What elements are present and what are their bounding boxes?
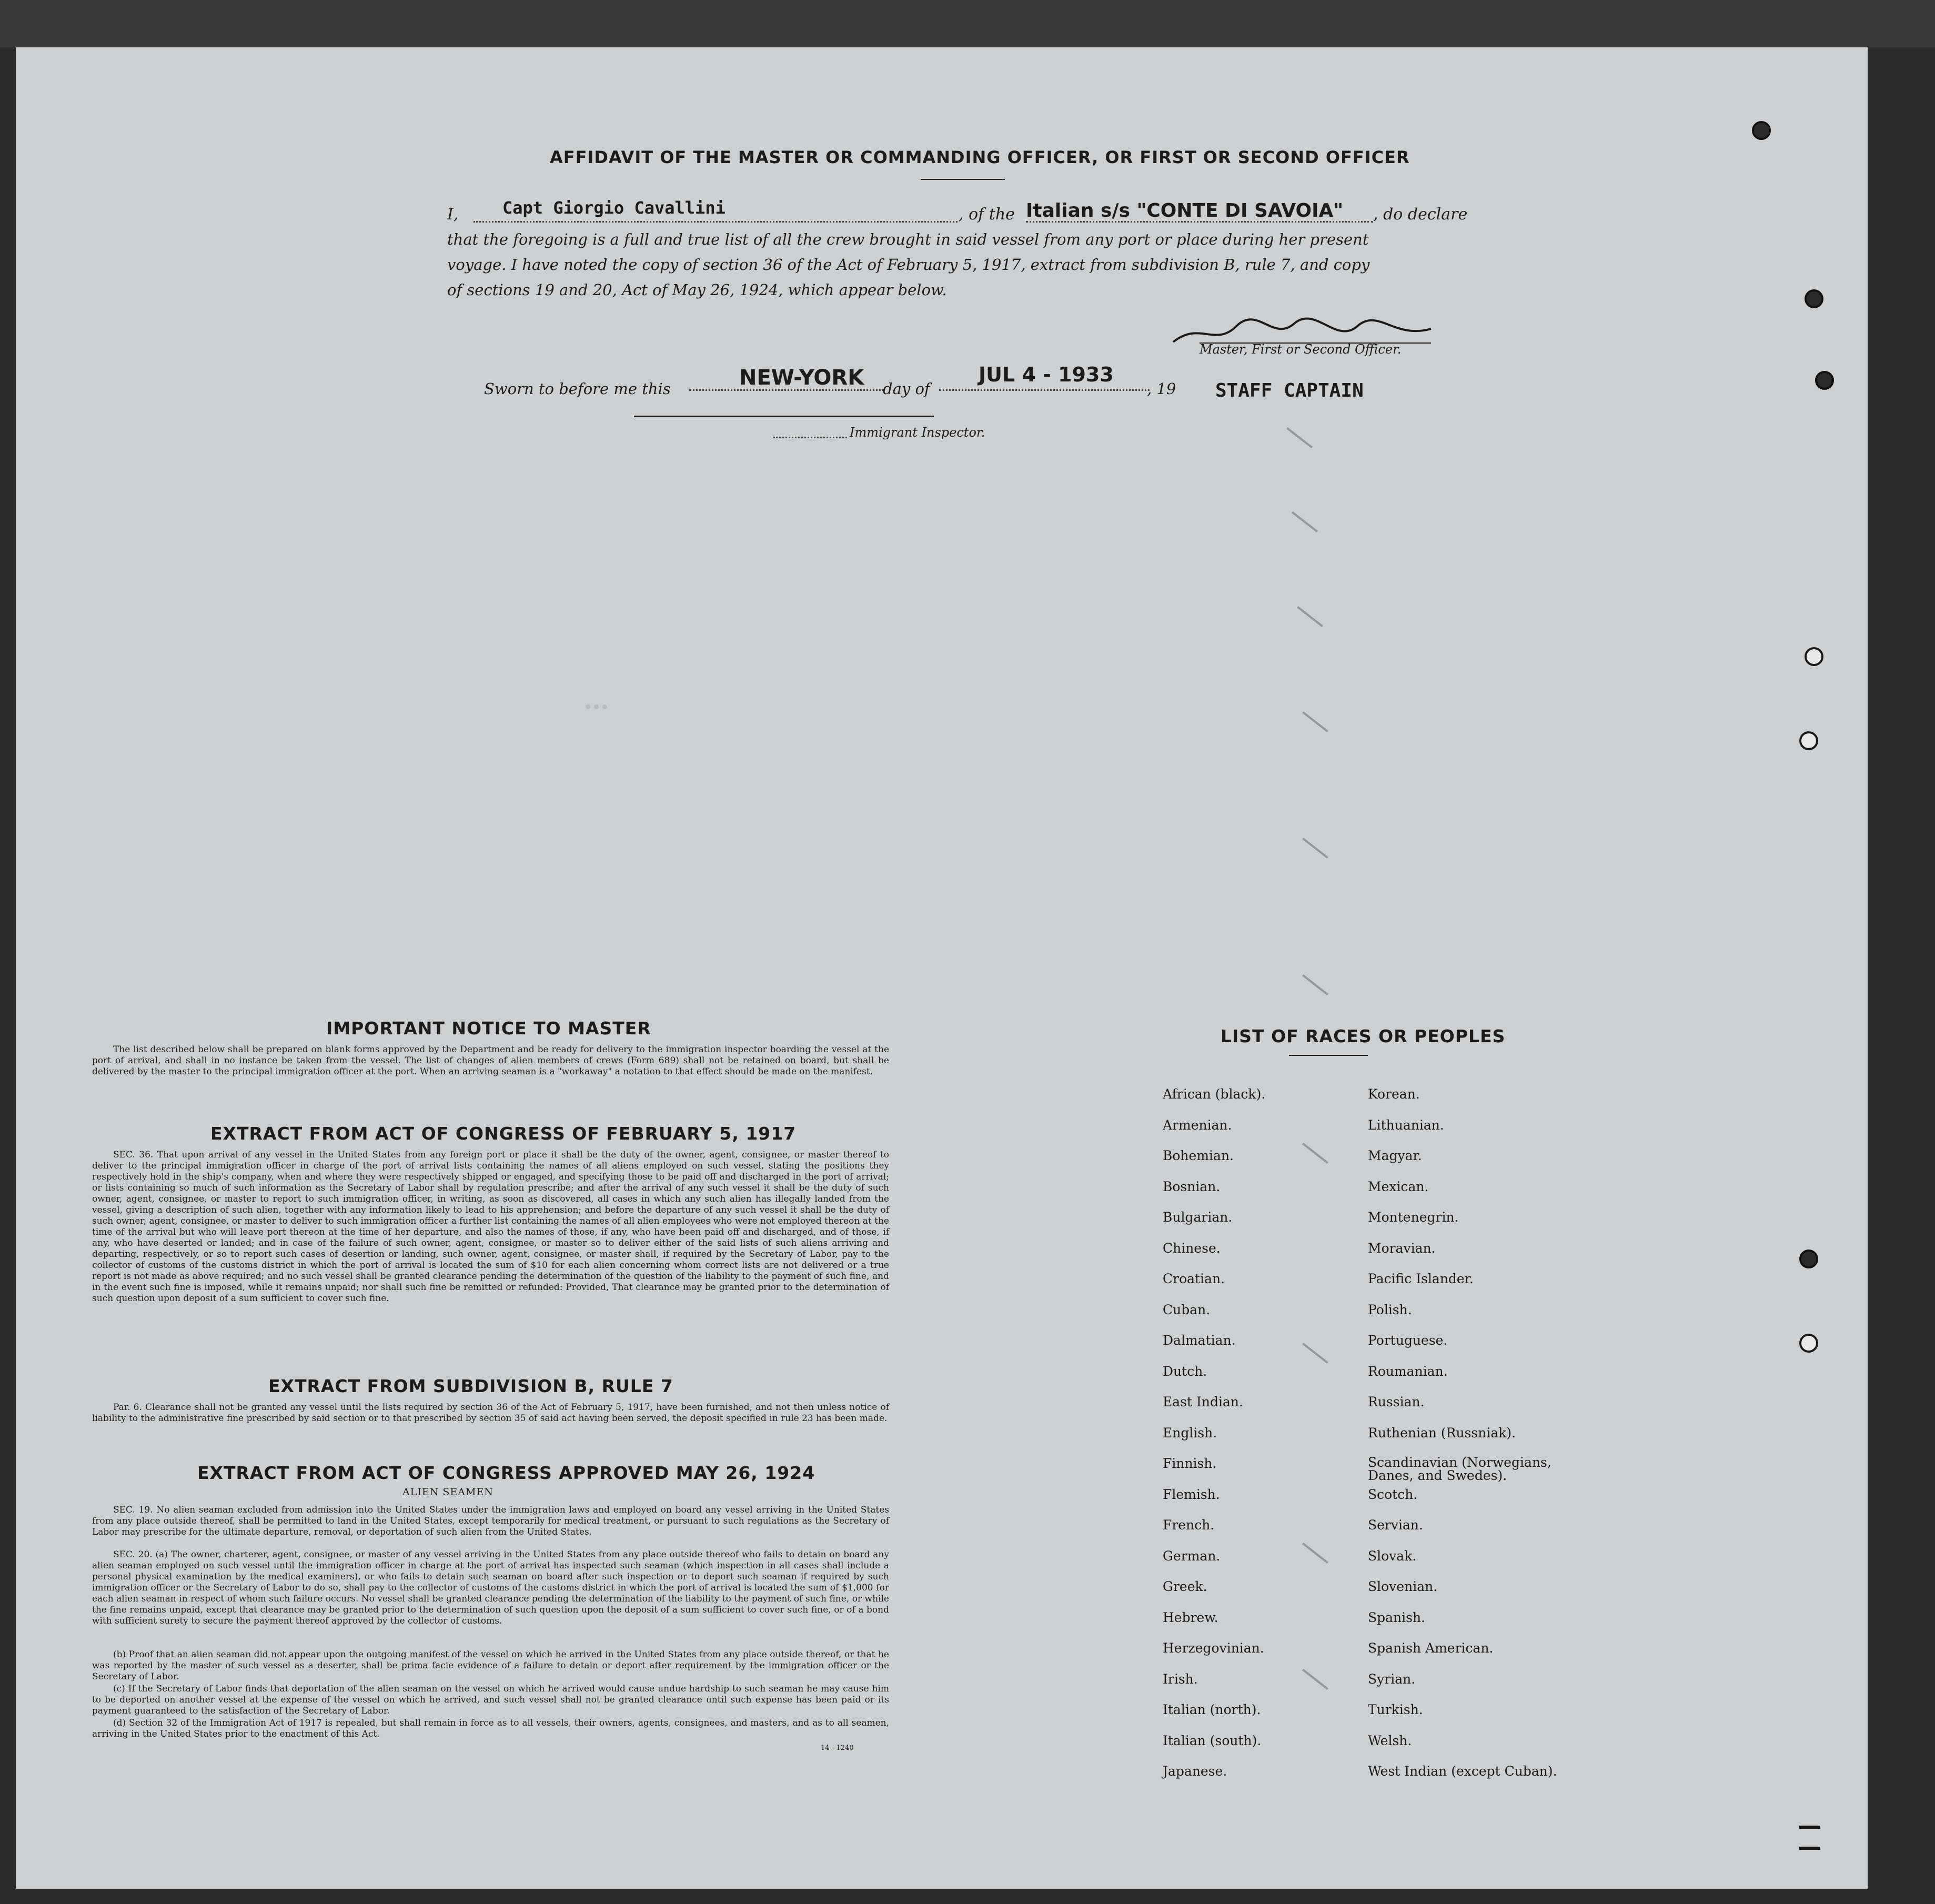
- heading-rule: [921, 179, 1005, 180]
- race-list-item: Armenian.: [1163, 1117, 1232, 1133]
- staff-captain-stamp: STAFF CAPTAIN: [1215, 380, 1364, 401]
- notice-heading: IMPORTANT NOTICE TO MASTER: [326, 1018, 651, 1039]
- race-list-item: Italian (north).: [1163, 1702, 1261, 1717]
- race-list-item: Bohemian.: [1163, 1148, 1234, 1163]
- tick-mark-artifact: [1297, 606, 1323, 627]
- affidavit-heading: AFFIDAVIT OF THE MASTER OR COMMANDING OFFICER, OR FIRST OR SECOND OFFICER: [550, 147, 1410, 167]
- race-list-item: Irish.: [1163, 1671, 1198, 1687]
- race-list-item: Hebrew.: [1163, 1609, 1218, 1625]
- binder-hole-icon: [1799, 1334, 1818, 1353]
- race-list-item: Lithuanian.: [1368, 1117, 1444, 1133]
- tick-mark-artifact: [1302, 1543, 1328, 1564]
- sec19-body: SEC. 19. No alien seaman excluded from admission into the United States under the immigration laws and employed on board any vessel arriving in the United States from any place outside thereof, shall be permitted to land in the United States, except temporarily for medical treatment, or pursuant to such regulations as the Secretary of Labor may prescribe for the ultimate departure, removal, or deportation of such alien from the United States.: [92, 1505, 889, 1537]
- scan-border-top: [0, 0, 1935, 47]
- year-prefix: , 19: [1147, 380, 1176, 398]
- alien-seamen-subheading: ALIEN SEAMEN: [402, 1486, 493, 1498]
- of-the-label: , of the: [959, 205, 1015, 224]
- race-list-item: Scotch.: [1368, 1486, 1418, 1502]
- race-list-item: Russian.: [1368, 1394, 1425, 1409]
- vessel-name-underline: [1026, 221, 1373, 223]
- bleed-through-artifact: •••: [584, 700, 609, 716]
- tick-mark-artifact: [1286, 427, 1313, 448]
- race-list-item: Dutch.: [1163, 1363, 1207, 1379]
- race-list-item: Magyar.: [1368, 1148, 1422, 1163]
- race-list-item: Portuguese.: [1368, 1333, 1448, 1348]
- binder-mark: [1799, 1847, 1820, 1850]
- race-list-item: Bosnian.: [1163, 1178, 1221, 1194]
- race-list-item: Croatian.: [1163, 1271, 1225, 1286]
- affidavit-i: I,: [447, 205, 459, 224]
- race-list-item: Herzegovinian.: [1163, 1640, 1264, 1656]
- inspector-dots: [773, 437, 847, 438]
- sec20b-body: (b) Proof that an alien seaman did not appear upon the outgoing manifest of the vessel on which he arrived in the United States from any place outside thereof, or that he was reported by the master of such vessel as a deserter, shall be prima facie evidence of a failure to detain or deport after requirement by the immigration officer or the Secretary of Labor.: [92, 1649, 889, 1682]
- race-list-item: Dalmatian.: [1163, 1333, 1236, 1348]
- race-list-item: Slovak.: [1368, 1548, 1417, 1564]
- race-list-item: Cuban.: [1163, 1302, 1211, 1317]
- document-page: [16, 47, 1868, 1889]
- inspector-signature-line: [634, 416, 934, 417]
- sec20a-body: SEC. 20. (a) The owner, charterer, agent, consignee, or master of any vessel arriving in the United States from any place outside thereof who fails to detain on board any alien seaman employed on such vessel until the immigration officer in charge at the port of arrival has inspected such seaman (which inspection in all cases shall include a personal physical examination by the medical examiners), or who fails to detain such seaman on board after such inspection or to deport such seaman if required by such immigration officer or the Secretary of Labor to do so, shall pay to the collector of customs of the customs district in which the port of arrival is located the sum of $1,000 for each alien seaman in respect of whom such failure occurs. No vessel shall be granted clearance pending the determination of the liability to the payment of such fine, or while the fine remains unpaid, except that clearance may be granted prior to the determination of such question upon the deposit of a sum sufficient to cover such fine, or of a bond with sufficient surety to secure the payment thereof approved by the collector of customs.: [92, 1549, 889, 1626]
- race-list-item: Montenegrin.: [1368, 1210, 1459, 1225]
- race-list-item: West Indian (except Cuban).: [1368, 1764, 1557, 1779]
- races-heading: LIST OF RACES OR PEOPLES: [1221, 1026, 1506, 1046]
- form-number: 14—1240: [821, 1744, 854, 1752]
- extract-1917-heading: EXTRACT FROM ACT OF CONGRESS OF FEBRUARY 5, 1917: [210, 1123, 797, 1144]
- race-list-item: Bulgarian.: [1163, 1210, 1233, 1225]
- sworn-prefix: Sworn to before me this: [484, 380, 671, 398]
- do-declare-label: , do declare: [1373, 205, 1468, 224]
- sworn-place-field: NEW-YORK: [739, 366, 864, 390]
- binder-hole-icon: [1805, 289, 1823, 308]
- binder-hole-icon: [1815, 371, 1834, 390]
- affidavit-line-3: voyage. I have noted the copy of section 36 of the Act of February 5, 1917, extract from subdivision B, rule 7, and copy: [447, 256, 1370, 274]
- race-list-item: Welsh.: [1368, 1732, 1412, 1748]
- race-list-item: Japanese.: [1163, 1764, 1227, 1779]
- tick-mark-artifact: [1302, 1143, 1328, 1164]
- race-list-item: Syrian.: [1368, 1671, 1416, 1687]
- race-list-item: Servian.: [1368, 1517, 1423, 1533]
- race-list-item: Chinese.: [1163, 1240, 1221, 1256]
- affidavit-line-2: that the foregoing is a full and true list of all the crew brought in said vessel from any port or place during her present: [447, 230, 1369, 248]
- race-list-item: Polish.: [1368, 1302, 1412, 1317]
- binder-hole-icon: [1799, 731, 1818, 750]
- race-list-item: Spanish American.: [1368, 1640, 1494, 1656]
- race-list-item: Moravian.: [1368, 1240, 1436, 1256]
- tick-mark-artifact: [1292, 511, 1318, 532]
- binder-hole-icon: [1799, 1250, 1818, 1268]
- binder-hole-icon: [1805, 647, 1823, 666]
- tick-mark-artifact: [1302, 1343, 1328, 1364]
- race-list-item: Greek.: [1163, 1579, 1207, 1594]
- signature-caption: Master, First or Second Officer.: [1200, 342, 1402, 357]
- inspector-caption: Immigrant Inspector.: [850, 425, 985, 440]
- binder-hole-icon: [1752, 121, 1771, 140]
- race-list-item: Scandinavian (Norwegians, Danes, and Swedes).: [1368, 1455, 1551, 1483]
- race-list-item: Italian (south).: [1163, 1732, 1262, 1748]
- sec20c-body: (c) If the Secretary of Labor finds that deportation of the alien seaman on the vessel on which he arrived would cause undue hardship to such seaman he may cause him to be deported on another vessel at the expense of the vessel on which he arrived, and such vessel shall not be granted clearance until such expense has been paid or its payment guaranteed to the satisfaction of the Secretary of Labor.: [92, 1684, 889, 1716]
- extract-1924-heading: EXTRACT FROM ACT OF CONGRESS APPROVED MAY 26, 1924: [197, 1463, 815, 1483]
- sworn-date-underline: [939, 389, 1150, 391]
- tick-mark-artifact: [1302, 711, 1328, 732]
- notice-body: The list described below shall be prepared on blank forms approved by the Department and be ready for delivery to the immigration inspector boarding the vessel at the port of arrival, and shall in no instance be taken from the vessel. The list of changes of alien members of crews (Form 689) shall not be retained on board, but shall be delivered by the master to the principal immigration officer at the port. When an arriving seaman is a "workaway" a notation to that effect should be made on the manifest.: [92, 1044, 889, 1077]
- sworn-place-underline: [689, 389, 884, 391]
- race-list-item: Mexican.: [1368, 1178, 1429, 1194]
- race-list-item: Turkish.: [1368, 1702, 1423, 1717]
- binder-mark: [1799, 1826, 1820, 1829]
- race-list-item: French.: [1163, 1517, 1215, 1533]
- day-of-label: day of: [883, 380, 930, 398]
- extract-rule7-heading: EXTRACT FROM SUBDIVISION B, RULE 7: [268, 1376, 673, 1396]
- sworn-date-field: JUL 4 - 1933: [979, 363, 1114, 386]
- affidavit-line-4: of sections 19 and 20, Act of May 26, 1924, which appear below.: [447, 281, 947, 299]
- race-list-item: Slovenian.: [1368, 1579, 1438, 1594]
- race-list-item: Finnish.: [1163, 1456, 1217, 1471]
- tick-mark-artifact: [1302, 838, 1328, 859]
- tick-mark-artifact: [1302, 974, 1328, 995]
- race-list-item: Flemish.: [1163, 1486, 1220, 1502]
- sec20d-body: (d) Section 32 of the Immigration Act of 1917 is repealed, but shall remain in force as to all vessels, their owners, agents, consignees, and masters, and as to all seamen, arriving in the United States prior to the enactment of this Act.: [92, 1718, 889, 1739]
- master-name-underline: [473, 221, 958, 223]
- race-list-item: Korean.: [1368, 1086, 1420, 1102]
- vessel-name-field: Italian s/s "CONTE DI SAVOIA": [1026, 200, 1344, 221]
- master-name-field: Capt Giorgio Cavallini: [502, 198, 725, 218]
- race-list-item: Ruthenian (Russniak).: [1368, 1425, 1516, 1440]
- race-list-item: Spanish.: [1368, 1609, 1426, 1625]
- race-list-item: Pacific Islander.: [1368, 1271, 1474, 1286]
- races-heading-rule: [1289, 1055, 1368, 1056]
- race-list-item: English.: [1163, 1425, 1217, 1440]
- extract-1917-body: SEC. 36. That upon arrival of any vessel in the United States from any foreign port or place it shall be the duty of the owner, agent, consignee, or master thereof to deliver to the principal immigration officer in charge of the port of arrival lists containing the names of all aliens employed on such vessel, stating the positions they respectively hold in the ship's company, when and where they were respectively shipped or engaged, and specifying those to be paid off and discharged in the port of arrival; or lists containing so much of such information as the Secretary of Labor shall by regulation prescribe; and after the arrival of any such vessel it shall be the duty of such owner, agent, consignee, or master to report to such immigration officer, in writing, as soon as discovered, all cases in which any such alien has illegally landed from the vessel, giving a description of such alien, together with any information likely to lead to his apprehension; and before the departure of any such vessel it shall be the duty of such owner, agent, consignee, or master to deliver to such immigration officer a further list containing the names of all alien employees who were not employed thereon at the time of the arrival but who will leave port thereon at the time of her departure, and also the names of those, if any, who have been paid off and discharged, and of those, if any, who have deserted or landed; and in case of the failure of such owner, agent, consignee, or master so to deliver either of the said lists of such aliens arriving and departing, respectively, or so to report such cases of desertion or landing, such owner, agent, consignee, or master shall, if required by the Secretary of Labor, pay to the collector of customs of the customs district in which the port of arrival is located the sum of $10 for each alien concerning whom correct lists are not delivered or a true report is not made as above required; and no such vessel shall be granted clearance pending the determination of the question of the liability to the payment of such fine, and in the event such fine is imposed, while it remains unpaid; nor shall such fine be remitted or refunded: Provided, That clearance may be granted prior to the determination of such question upon deposit of a sum sufficient to cover such fine.: [92, 1150, 889, 1304]
- race-list-item: East Indian.: [1163, 1394, 1243, 1409]
- race-list-item: African (black).: [1163, 1086, 1266, 1102]
- race-list-item: Roumanian.: [1368, 1363, 1448, 1379]
- race-list-item: German.: [1163, 1548, 1221, 1564]
- extract-rule7-body: Par. 6. Clearance shall not be granted any vessel until the lists required by section 36 of the Act of February 5, 1917, have been furnished, and not then unless notice of liability to the administrative fine prescribed by said section or to that prescribed by section 35 of said act having been served, the deposit specified in rule 23 has been made.: [92, 1402, 889, 1424]
- tick-mark-artifact: [1302, 1669, 1328, 1690]
